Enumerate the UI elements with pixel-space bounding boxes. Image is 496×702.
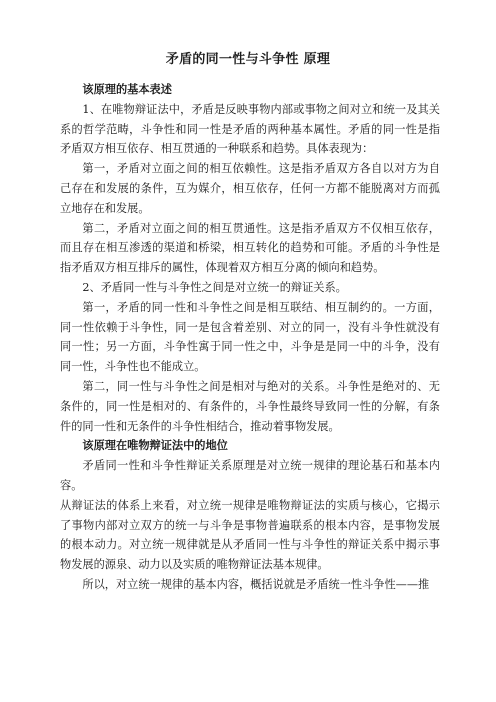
section-heading: 该原理的基本表述 (82, 83, 172, 96)
document-title: 矛盾的同一性与斗争性 原理 (165, 52, 331, 67)
paragraph: 第一，矛盾对立面之间的相互依赖性。这是指矛盾双方各自以对方为自己存在和发展的条件，互为媒介，相互依存，任何一方都不能脱离对方而孤立地存在和发展。 (60, 162, 440, 215)
document-body (60, 80, 440, 595)
paragraph: 2、矛盾同一性与斗争性之间是对立统一的辩证关系。 (82, 280, 347, 294)
paragraph: 所以，对立统一规律的基本内容，概括说就是矛盾统一性斗争性——推 (82, 577, 430, 591)
paragraph: 第二，同一性与斗争性之间是相对与绝对的关系。斗争性是绝对的、无条件的，同一性是相对的、有条件的，斗争性最终导致同一性的分解，有条件的同一性和无条件的斗争性相结合，推动着事物发展。 (60, 379, 440, 433)
paragraph: 第二，矛盾对立面之间的相互贯通性。这是指矛盾双方不仅相互依存，而且存在相互渗透的渠道和桥梁，相互转化的趋势和可能。矛盾的斗争性是指矛盾双方相互排斥的属性，体现着双方相互分离的倾向和趋势。 (60, 221, 440, 275)
paragraph: 从辩证法的体系上来看，对立统一规律是唯物辩证法的实质与核心，它揭示了事物内部对立双方的统一与斗争是事物普遍联系的根本内容，是事物发展的根本动力。对立统一规律就是从矛盾同一性与斗争性的辩证关系中揭示事物发展的源泉、动力以及实质的唯物辩证法基本规律。 (60, 498, 440, 572)
paragraph: 第一，矛盾的同一性和斗争性之间是相互联结、相互制约的。一方面，同一性依赖于斗争性，同一是包含着差别、对立的同一，没有斗争性就没有同一性；另一方面，斗争性寓于同一性之中，斗争是是同一中的斗争，没有同一性，斗争性也不能成立。 (60, 300, 440, 374)
section-heading: 该原理在唯物辩证法中的地位 (82, 439, 228, 453)
paragraph: 矛盾同一性和斗争性辩证关系原理是对立统一规律的理论基石和基本内容。 (60, 459, 440, 492)
paragraph: 1、在唯物辩证法中，矛盾是反映事物内部或事物之间对立和统一及其关系的哲学范畴，斗争性和同一性是矛盾的两种基本属性。矛盾的同一性是指矛盾双方相互依存、相互贯通的一种联系和趋势。具体表现为： (60, 102, 440, 156)
